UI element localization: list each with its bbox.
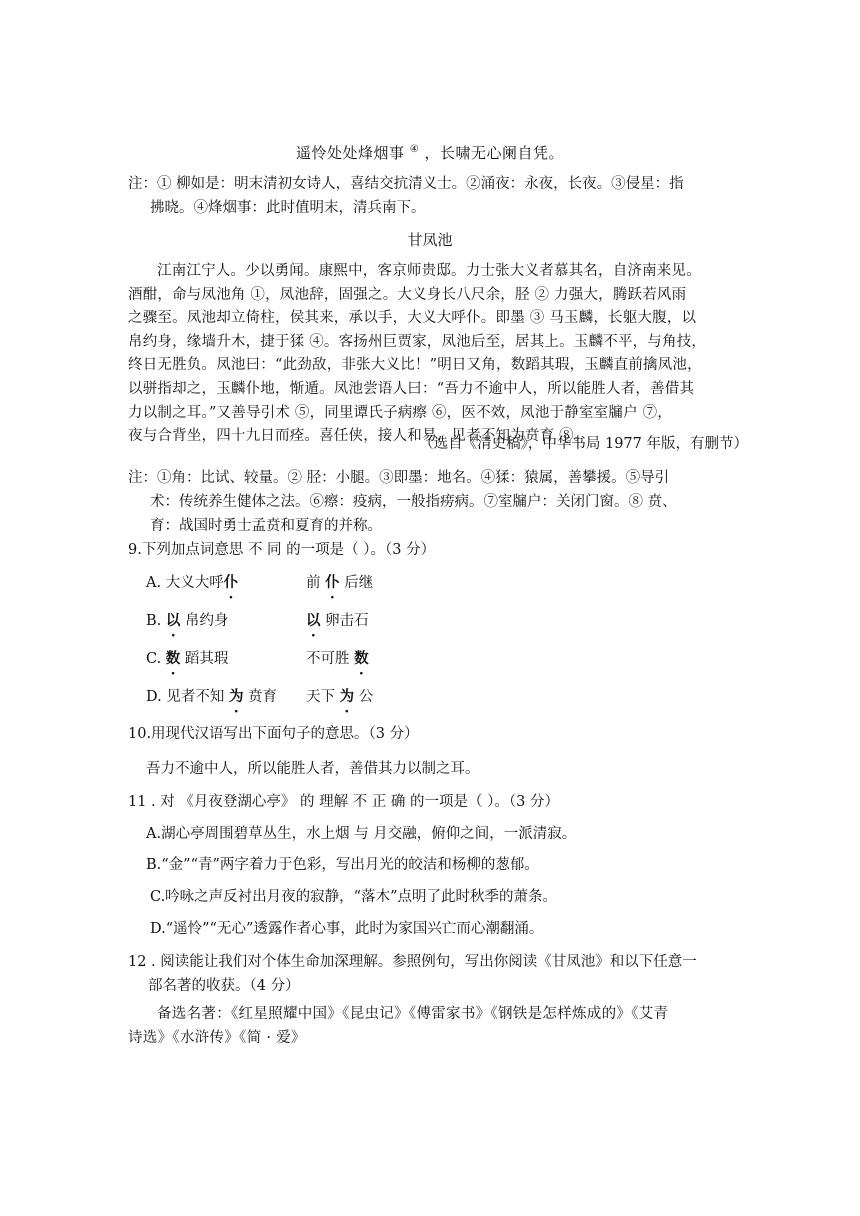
passage-line: 江南江宁人。少以勇闻。康熙中，客京师贵邸。力士张大义者慕其名，自济南来见。 <box>157 263 701 279</box>
option-text: 贲育 <box>248 689 278 705</box>
question-11-option-a: A.湖心亭周围碧草丛生，水上烟 与 月交融，俯仰之间，一派清寂。 <box>146 826 577 842</box>
passage-line: 夜与合背坐，四十九日而痊。喜任侠，接人和易，见者不知为贲育 ⑧。 <box>128 428 589 445</box>
option-text: 帛约身 <box>184 613 229 629</box>
book-list-line: 备选名著：《红星照耀中国》《昆虫记》《傅雷家书》《钢铁是怎样炼成的》《艾青 <box>157 1006 669 1022</box>
passage-line: 之骤至。凤池却立倚柱，侯其来，承以手，大义大呼仆。即墨 ③ 马玉麟，长躯大腹，以 <box>128 310 697 327</box>
question-11-option-b: B.“金”“青”两字着力于色彩，写出月光的皎洁和杨柳的葱郁。 <box>146 857 539 873</box>
poem-last-line <box>0 138 860 165</box>
question-10-stem: 10.用现代汉语写出下面句子的意思。（3 分） <box>128 726 419 742</box>
note-line: 术：传统养生健体之法。⑥瘵：疫病，一般指痨病。⑦室牖户：关闭门窗。⑧ 贲、 <box>150 494 677 510</box>
question-9-option-d <box>146 685 566 709</box>
question-12-book-list <box>128 1002 738 1050</box>
option-label: B. <box>146 613 162 629</box>
passage-line: 帛约身，缘墙升木，捷于猱 ④。客扬州巨贾家，凤池后至，居其上。玉麟不平，与角技， <box>128 333 707 350</box>
question-12-line: 12 . 阅读能让我们对个体生命加深理解。参照例句，写出你阅读《甘凤池》和以下任意一 <box>128 954 697 970</box>
note-line: 育：战国时勇士孟贲和夏育的并称。 <box>150 518 382 534</box>
footnote-mark: ④ <box>409 144 420 155</box>
note-line: 注：① 柳如是：明末清初女诗人，喜结交抗清义士。②涌夜：永夜，长夜。③侵星：指 <box>128 176 684 192</box>
poem-notes <box>128 172 728 220</box>
passage-title: 甘凤池 <box>407 231 453 249</box>
question-9-option-b <box>146 609 566 633</box>
note-line: 注：①角：比试、较量。② 胫：小腿。③即墨：地名。④猱：猿属，善攀援。⑤导引 <box>128 470 670 486</box>
option-text: 蹈其瑕 <box>184 651 229 667</box>
option-compare: 天下 为 公 <box>306 688 374 705</box>
option-compare: 不可胜 数 <box>306 650 369 667</box>
question-9-stem: 9.下列加点词意思 不 同 的一项是（ ）。（3 分） <box>128 542 436 558</box>
passage-line: 力以制之耳。”又善导引术 ⑤，同里谭氏子病瘵 ⑥，医不效，凤池于静室室牖户 ⑦， <box>128 404 672 421</box>
question-11-option-d: D.“遥怜”“无心”透露作者心事，此时为家国兴亡而心潮翻涌。 <box>150 921 544 937</box>
question-9-option-c <box>146 647 566 671</box>
passage-notes <box>128 466 738 538</box>
dotted-word: 数 <box>165 650 181 667</box>
dotted-word: 以 <box>306 612 321 629</box>
option-label: C. <box>146 651 162 667</box>
passage-line: 终日无胜负。凤池曰：“此劲敌，非张大义比！”明日又角，数蹈其瑕，玉麟直前擒凤池， <box>128 357 702 374</box>
option-label: A. <box>146 575 162 591</box>
passage-line: 以骈指却之，玉麟仆地，惭遁。凤池尝语人曰：“吾力不逾中人，所以能胜人者，善借其 <box>128 380 695 397</box>
question-12-line: 部名著的收获。（4 分） <box>148 978 300 994</box>
book-list-line: 诗选》《水浒传》《简 · 爱》 <box>128 1030 306 1046</box>
dotted-word: 以 <box>165 612 181 629</box>
dotted-word: 数 <box>354 650 369 667</box>
question-12-stem <box>128 950 738 998</box>
dotted-word: 为 <box>228 688 244 705</box>
poem-line-text: 遥怜处处烽烟事 <box>295 144 405 162</box>
option-compare: 前 仆 后继 <box>306 574 374 591</box>
question-10-sentence: 吾力不逾中人，所以能胜人者，善借其力以制之耳。 <box>146 761 480 777</box>
option-text: 大义大呼 <box>165 575 224 591</box>
passage-line: 酒酣，命与凤池角 ①，凤池辞，固强之。大义身长八尺余，胫 ② 力强大，腾跃若风雨 <box>128 286 687 303</box>
question-9-option-a <box>146 571 566 595</box>
dotted-word: 仆 <box>223 574 239 591</box>
dotted-word: 为 <box>339 688 355 705</box>
source-citation: （选自《清史稿》，中华书局 1977 年版，有删节） <box>419 436 748 452</box>
option-compare: 以 卵击石 <box>306 612 369 629</box>
option-text: 见者不知 <box>166 689 225 705</box>
option-label: D. <box>146 689 162 705</box>
passage-body <box>128 260 748 449</box>
question-11-option-c: C.吟咏之声反衬出月夜的寂静，“落木”点明了此时秋季的萧条。 <box>150 889 558 905</box>
poem-line-text-end: ，长啸无心阑自凭。 <box>424 144 565 162</box>
note-line: 拂晓。④烽烟事：此时值明末，清兵南下。 <box>150 200 426 216</box>
dotted-word: 仆 <box>325 574 340 591</box>
question-11-stem: 11 . 对 《月夜登湖心亭》 的 理解 不 正 确 的一项是（ ）。（3 分） <box>128 794 559 810</box>
